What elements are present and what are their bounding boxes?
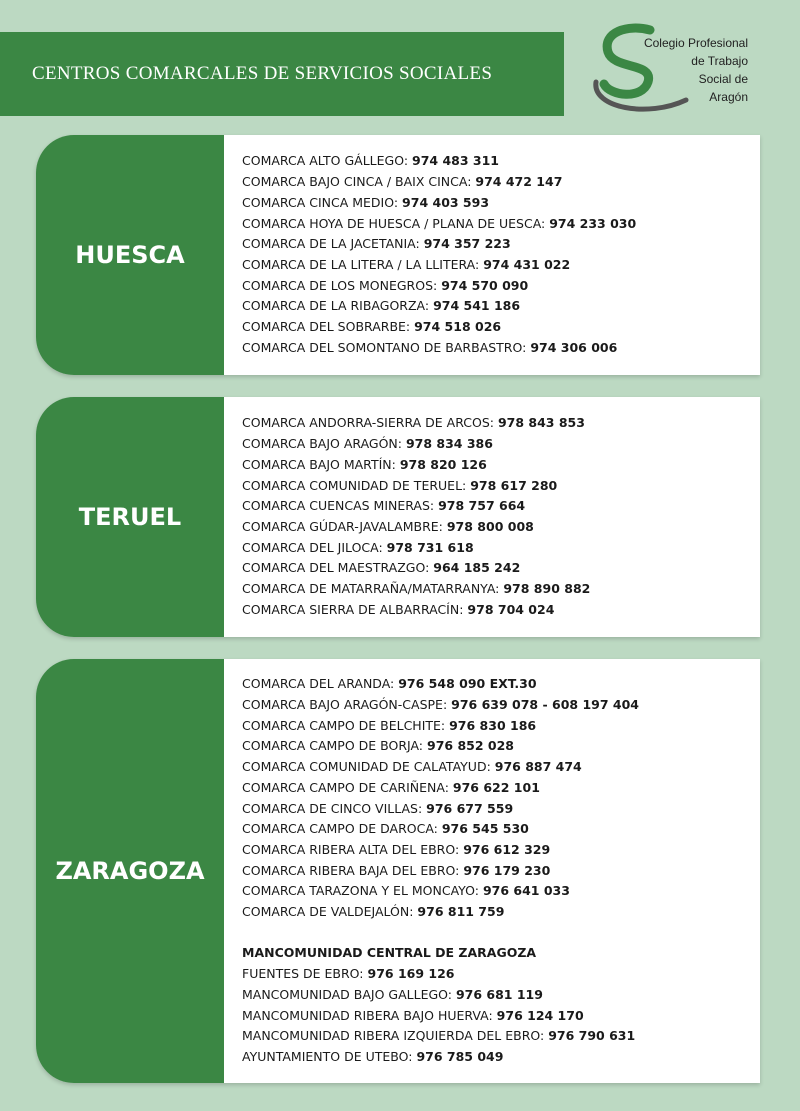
list-item [242,736,760,757]
comarca-name: FUENTES DE EBRO: [242,966,368,982]
list-item [242,338,760,359]
phone-number: 976 545 530 [441,821,529,837]
comarca-name: COMARCA BAJO CINCA / BAIX CINCA: [242,174,476,190]
phone-number: 976 852 028 [427,738,514,754]
comarca-name: COMARCA CUENCAS MINERAS: [242,498,439,514]
list-item [242,1047,760,1068]
comarca-name: MANCOMUNIDAD BAJO GALLEGO: [242,986,456,1002]
list-item [242,517,760,538]
comarca-name: COMARCA BAJO ARAGÓN: [242,436,406,452]
list-item [242,317,760,338]
list-item [242,695,760,716]
phone-number: 976 622 101 [452,779,540,795]
list-item [242,881,760,902]
comarca-name: COMARCA DE LOS MONEGROS: [242,277,442,293]
logo-line: de Trabajo [691,54,748,68]
phone-number: 976 639 078 - 608 197 404 [451,697,639,713]
list-item [242,799,760,820]
phone-number: 978 820 126 [399,456,487,472]
card-huesca [36,135,760,375]
list-item [242,151,760,172]
list-item [242,716,760,737]
phone-number: 976 179 230 [463,862,551,878]
phone-number: 974 233 030 [549,215,637,231]
phone-number: 976 548 090 EXT.30 [398,676,537,692]
contact-list [224,659,760,1083]
list-item [242,1026,760,1047]
comarca-name: COMARCA DEL ARANDA: [242,676,399,692]
comarca-name: COMARCA DE LA JACETANIA: [242,236,424,252]
phone-number: 978 834 386 [405,436,493,452]
phone-number: 978 757 664 [438,498,526,514]
phone-number: 976 785 049 [416,1048,504,1064]
contact-list [224,135,760,375]
contact-list [224,397,760,637]
card-teruel [36,397,760,637]
comarca-name: COMARCA DE LA RIBAGORZA: [242,298,434,314]
phone-number: 976 169 126 [367,966,455,982]
phone-number: 978 617 280 [470,477,558,493]
phone-number: 964 185 242 [433,560,521,576]
list-item [242,538,760,559]
region-label: HUESCA [36,135,224,375]
comarca-name: COMARCA ALTO GÁLLEGO: [242,153,413,169]
list-item [242,455,760,476]
comarca-name: COMARCA DE LA LITERA / LA LLITERA: [242,257,484,272]
comarca-name: MANCOMUNIDAD RIBERA BAJO HUERVA: [242,1007,497,1023]
phone-number: 976 612 329 [463,841,551,857]
card-zaragoza [36,659,760,1083]
phone-number: 974 518 026 [414,319,502,335]
comarca-name: COMARCA CAMPO DE BORJA: [242,738,427,754]
phone-number: 974 570 090 [441,277,529,293]
phone-number: 976 677 559 [426,800,514,816]
comarca-name: MANCOMUNIDAD RIBERA IZQUIERDA DEL EBRO: [242,1028,549,1044]
phone-number: 974 472 147 [475,174,563,190]
comarca-name: COMARCA TARAZONA Y EL MONCAYO: [242,883,483,899]
comarca-name: COMARCA CAMPO DE DAROCA: [242,821,442,837]
phone-number: 974 541 186 [433,298,521,314]
list-item [242,296,760,317]
comarca-name: COMARCA CAMPO DE CARIÑENA: [242,779,453,795]
comarca-name: COMARCA DEL SOMONTANO DE BARBASTRO: [242,339,531,355]
subsection-heading: MANCOMUNIDAD CENTRAL DE ZARAGOZA [242,945,537,961]
comarca-name: COMARCA RIBERA BAJA DEL EBRO: [242,862,464,878]
phone-number: 976 811 759 [417,904,505,920]
phone-number: 978 800 008 [446,519,534,534]
comarca-name: COMARCA ANDORRA-SIERRA DE ARCOS: [242,415,498,431]
phone-number: 976 641 033 [482,883,570,899]
comarca-name: COMARCA BAJO ARAGÓN-CASPE: [242,697,452,713]
phone-number: 976 887 474 [494,759,582,775]
list-item [242,964,760,985]
phone-number: 978 843 853 [497,415,585,431]
list-item [242,674,760,695]
comarca-name: COMARCA SIERRA DE ALBARRACÍN: [242,601,468,617]
logo [588,22,788,122]
spacer [242,923,760,944]
comarca-name: AYUNTAMIENTO DE UTEBO: [242,1048,417,1064]
list-item [242,476,760,497]
logo-text [644,34,748,106]
list-item [242,778,760,799]
list-item [242,861,760,882]
comarca-name: COMARCA CINCA MEDIO: [242,194,403,210]
phone-number: 976 681 119 [455,986,543,1002]
logo-line: Social de [698,72,748,86]
comarca-name: COMARCA BAJO MARTÍN: [242,456,400,472]
phone-number: 974 306 006 [530,339,618,355]
list-item [242,840,760,861]
list-item [242,234,760,255]
region-label: TERUEL [36,397,224,637]
phone-number: 976 124 170 [496,1007,584,1023]
phone-number: 978 704 024 [467,601,555,617]
comarca-name: COMARCA DEL MAESTRAZGO: [242,560,434,576]
phone-number: 976 790 631 [548,1028,636,1044]
comarca-name: COMARCA DE CINCO VILLAS: [242,800,427,816]
phone-number: 978 890 882 [503,581,591,597]
list-item [242,1006,760,1027]
logo-line: Aragón [709,90,748,104]
phone-number: 974 431 022 [483,257,571,272]
list-item [242,193,760,214]
list-item [242,757,760,778]
list-item [242,902,760,923]
comarca-name: COMARCA DEL SOBRARBE: [242,319,415,335]
comarca-name: COMARCA DE VALDEJALÓN: [242,904,418,920]
region-label: ZARAGOZA [36,659,224,1083]
list-item [242,496,760,517]
logo-line: Colegio Profesional [643,36,748,50]
list-item [242,172,760,193]
page-title: CENTROS COMARCALES DE SERVICIOS SOCIALES [32,63,493,84]
list-item [242,558,760,579]
list-item [242,600,760,621]
header-banner [0,32,564,116]
comarca-name: COMARCA HOYA DE HUESCA / PLANA DE UESCA: [242,215,550,231]
phone-number: 978 731 618 [386,539,474,555]
list-item [242,434,760,455]
list-item [242,819,760,840]
list-item [242,985,760,1006]
comarca-name: COMARCA CAMPO DE BELCHITE: [242,717,450,733]
comarca-name: COMARCA GÚDAR-JAVALAMBRE: [242,519,447,534]
phone-number: 974 357 223 [423,236,511,252]
comarca-name: COMARCA COMUNIDAD DE CALATAYUD: [242,759,495,775]
comarca-name: COMARCA DEL JILOCA: [242,539,387,555]
comarca-name: COMARCA RIBERA ALTA DEL EBRO: [242,841,464,857]
phone-number: 976 830 186 [449,717,537,733]
list-item [242,276,760,297]
list-item [242,413,760,434]
list-item [242,579,760,600]
comarca-name: COMARCA DE MATARRAÑA/MATARRANYA: [242,581,504,597]
phone-number: 974 403 593 [402,194,490,210]
phone-number: 974 483 311 [412,153,499,169]
list-item [242,255,760,276]
comarca-name: COMARCA COMUNIDAD DE TERUEL: [242,477,471,493]
list-item [242,214,760,235]
